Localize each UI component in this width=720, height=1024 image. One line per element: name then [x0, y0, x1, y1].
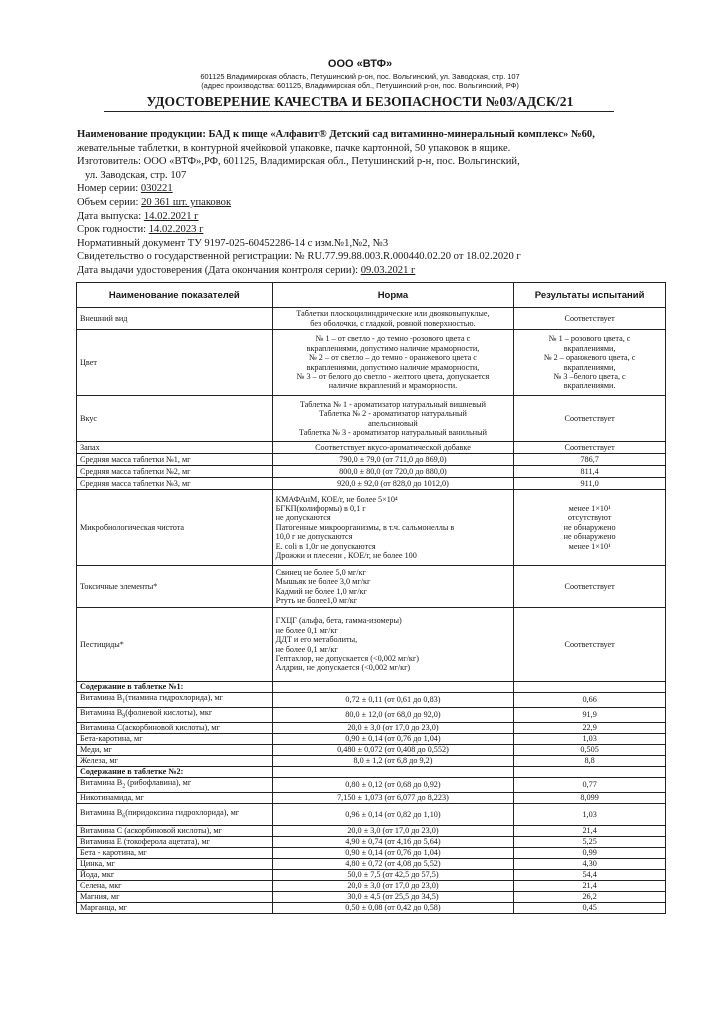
row-indicator-name: Витамина $B_1(тиамина$ гидрохлорида), мг	[77, 693, 273, 708]
title-underline	[104, 111, 614, 112]
row-indicator-name: Витамина С(аскорбиновой кислоты), мг	[77, 723, 273, 734]
tablet2-rows	[77, 778, 666, 914]
table-row	[77, 848, 666, 859]
row-norm-value: 0,50 ± 0,08 (от 0,42 до 0,58)	[272, 903, 514, 914]
row-mass1-norm: 790,0 ± 79,0 (от 711,0 до 869,0)	[272, 454, 514, 466]
row-result-value: 1,03	[514, 804, 666, 826]
row-result-value: 54,4	[514, 870, 666, 881]
row-mass2-result: 811,4	[514, 466, 666, 478]
row-appearance-name: Внешний вид	[77, 308, 273, 330]
row-pesticides-result: Соответствует	[514, 608, 666, 682]
header-norm: Норма	[272, 283, 514, 308]
row-result-value: 8,099	[514, 793, 666, 804]
row-result-value: 91,9	[514, 708, 666, 723]
row-toxic-result: Соответствует	[514, 566, 666, 608]
row-toxic-name: Токсичные элементы*	[77, 566, 273, 608]
table-row	[77, 734, 666, 745]
product-package-line: жевательные таблетки, в контурной ячейковой упаковке, пачке картонной, 50 упаковок в ящике.	[77, 142, 511, 154]
table-row	[77, 903, 666, 914]
row-smell-result: Соответствует	[514, 442, 666, 454]
table-header	[77, 283, 666, 308]
row-norm-value: 20,0 ± 3,0 (от 17,0 до 23,0)	[272, 881, 514, 892]
row-norm-value: 20,0 ± 3,0 (от 17,0 до 23,0)	[272, 723, 514, 734]
row-result-value: 8,8	[514, 756, 666, 767]
series-volume: Объем серии: 20 361 шт. упаковок	[77, 196, 232, 208]
row-indicator-name: Меди, мг	[77, 745, 273, 756]
table-row	[77, 892, 666, 903]
row-norm-value: 8,0 ± 1,2 (от 6,8 до 9,2)	[272, 756, 514, 767]
table-row	[77, 693, 666, 708]
table-row	[77, 859, 666, 870]
row-indicator-name: Бета-каротина, мг	[77, 734, 273, 745]
row-micro-norm: КМАФАнМ, КОЕ/г, не более 5×10⁴ БГКП(колиформы) в 0,1 г не допускаются Патогенные микроорганизмы, в т.ч. сальмонеллы в 10,0 г не допускаются E. coli в 1,0г не допускаются Дрожжи и плесени , КОЕ/г, не более 100	[272, 490, 514, 566]
row-mass2-norm: 800,0 ± 80,0 (от 720,0 до 880,0)	[272, 466, 514, 478]
table-row	[77, 308, 666, 330]
table-row	[77, 723, 666, 734]
normative-document: Нормативный документ ТУ 9197-025-60452286-14 с изм.№1,№2, №3	[77, 237, 389, 249]
table-row	[77, 826, 666, 837]
row-indicator-name: Магния, мг	[77, 892, 273, 903]
row-indicator-name: Никотинамида, мг	[77, 793, 273, 804]
row-result-value: 1,03	[514, 734, 666, 745]
row-result-value: 22,9	[514, 723, 666, 734]
row-appearance-norm: Таблетки плоскоцилиндрические или двояковыпуклые, без оболочки, с гладкой, ровной поверхностью.	[272, 308, 514, 330]
table-row	[77, 778, 666, 793]
section-tablet2-heading: Содержание в таблетке №2:	[77, 767, 273, 778]
row-toxic-norm: Свинец не более 5,0 мг/кг Мышьяк не более 3,0 мг/кг Кадмий не более 1,0 мг/кг Ртуть не более1,0 мг/кг	[272, 566, 514, 608]
row-result-value: 0,99	[514, 848, 666, 859]
row-taste-name: Вкус	[77, 396, 273, 442]
row-result-value: 0,505	[514, 745, 666, 756]
table-row	[77, 466, 666, 478]
quality-table	[76, 282, 666, 914]
section-tablet1-heading: Содержание в таблетке №1:	[77, 682, 273, 693]
row-norm-value: 80,0 ± 12,0 (от 68,0 до 92,0)	[272, 708, 514, 723]
issue-date: Дата выдачи удостоверения (Дата окончания контроля серии): 09.03.2021 г	[77, 264, 416, 276]
document-title: УДОСТОВЕРЕНИЕ КАЧЕСТВА И БЕЗОПАСНОСТИ №03/АДСК/21	[146, 94, 574, 109]
row-indicator-name: Марганца, мг	[77, 903, 273, 914]
manufacturer-line: Изготовитель: ООО «ВТФ»,РФ, 601125, Владимирская обл., Петушинский р-н, пос. Вольгинский,	[77, 156, 520, 168]
row-taste-result: Соответствует	[514, 396, 666, 442]
header-results: Результаты испытаний	[514, 283, 666, 308]
product-name-line: Наименование продукции: БАД к пище «Алфавит® Детский сад витаминно-минеральный комплекс» №60,	[77, 129, 595, 140]
row-result-value: 5,25	[514, 837, 666, 848]
row-mass3-norm: 920,0 ± 92,0 (от 828,0 до 1012,0)	[272, 478, 514, 490]
row-result-value: 21,4	[514, 881, 666, 892]
table-row	[77, 870, 666, 881]
row-norm-value: 50,0 ± 7,5 (от 42,5 до 57,5)	[272, 870, 514, 881]
row-norm-value: 0,96 ± 0,14 (от 0,82 до 1,10)	[272, 804, 514, 826]
row-mass1-name: Средняя масса таблетки №1, мг	[77, 454, 273, 466]
row-norm-value: 4,90 ± 0,74 (от 4,16 до 5,64)	[272, 837, 514, 848]
row-result-value: 4,30	[514, 859, 666, 870]
production-address: (адрес производства: 601125, Владимирская обл., Петушинский р-он, пос. Вольгинский, РФ)	[201, 81, 519, 90]
row-norm-value: 4,80 ± 0,72 (от 4,08 до 5,52)	[272, 859, 514, 870]
row-micro-name: Микробиологическая чистота	[77, 490, 273, 566]
table-row	[77, 608, 666, 682]
expiry-date: Срок годности: 14.02.2023 г	[77, 224, 204, 236]
table-row	[77, 396, 666, 442]
state-registration: Свидетельство о государственной регистрации: № RU.77.99.88.003.R.000440.02.20 от 18.02.2020 г	[77, 251, 521, 263]
tablet1-rows	[77, 693, 666, 767]
row-smell-norm: Соответствует вкусо-ароматической добавке	[272, 442, 514, 454]
row-color-name: Цвет	[77, 330, 273, 396]
row-norm-value: 7,150 ± 1,073 (от 6,077 до 8,223)	[272, 793, 514, 804]
row-indicator-name: Йода, мкг	[77, 870, 273, 881]
row-norm-value: 0,90 ± 0,14 (от 0,76 до 1,04)	[272, 734, 514, 745]
row-indicator-name: Витамина $B_2$ (рибофлавина), мг	[77, 778, 273, 793]
row-norm-value: 20,0 ± 3,0 (от 17,0 до 23,0)	[272, 826, 514, 837]
product-info	[77, 128, 677, 278]
table-row	[77, 490, 666, 566]
table-row	[77, 566, 666, 608]
header-indicator: Наименование показателей	[77, 283, 273, 308]
row-appearance-result: Соответствует	[514, 308, 666, 330]
table-row	[77, 767, 666, 778]
row-mass1-result: 786,7	[514, 454, 666, 466]
row-indicator-name: Витамина Е (токоферола ацетата), мг	[77, 837, 273, 848]
release-date: Дата выпуска: 14.02.2021 г	[77, 210, 199, 222]
table-row	[77, 478, 666, 490]
row-mass3-name: Средняя масса таблетки №3, мг	[77, 478, 273, 490]
row-norm-value: 0,90 ± 0,14 (от 0,76 до 1,04)	[272, 848, 514, 859]
row-color-result: № 1 – розового цвета, с вкраплениями, № 2 – оранжевого цвета, с вкраплениями, № 3 –белого цвета, с вкраплениями.	[514, 330, 666, 396]
row-result-value: 0,66	[514, 693, 666, 708]
row-indicator-name: Витамина С (аскорбиновой кислоты), мг	[77, 826, 273, 837]
table-row	[77, 682, 666, 693]
row-mass3-result: 911,0	[514, 478, 666, 490]
company-name: ООО «ВТФ»	[327, 58, 393, 70]
row-result-value: 26,2	[514, 892, 666, 903]
row-result-value: 21,4	[514, 826, 666, 837]
row-pesticides-norm: ГХЦГ (альфа, бета, гамма-изомеры) не более 0,1 мг/кг ДДТ и его метаболиты, не более 0,1 мг/кг Гептахлор, не допускается (<0,002 мг/кг) Алдрин, не допускается (<0,002 мг/кг)	[272, 608, 514, 682]
table-row	[77, 454, 666, 466]
table-row	[77, 804, 666, 826]
table-row	[77, 793, 666, 804]
row-indicator-name: Витамина $B_9(фолиевой$ кислоты), мкг	[77, 708, 273, 723]
row-micro-result: менее 1×10¹ отсутствуют не обнаружено не обнаружено менее 1×10¹	[514, 490, 666, 566]
row-norm-value: 30,0 ± 4,5 (от 25,5 до 34,5)	[272, 892, 514, 903]
manufacturer-street: ул. Заводская, стр. 107	[85, 169, 187, 181]
row-norm-value: 0,72 ± 0,11 (от 0,61 до 0,83)	[272, 693, 514, 708]
row-result-value: 0,77	[514, 778, 666, 793]
row-norm-value: 0,80 ± 0,12 (от 0,68 до 0,92)	[272, 778, 514, 793]
table-row	[77, 837, 666, 848]
row-indicator-name: Селена, мкг	[77, 881, 273, 892]
table-row	[77, 881, 666, 892]
row-mass2-name: Средняя масса таблетки №2, мг	[77, 466, 273, 478]
row-smell-name: Запах	[77, 442, 273, 454]
row-color-norm: № 1 – от светло - до темно -розового цвета с вкраплениями, допустимо наличие мраморности, № 2 – от светло – до темно - оранжевого цвета с вкраплениями, допустимо наличие мраморности, № 3 – от белого до светло - желтого цвета, допускается наличие вкраплений и мраморности.	[272, 330, 514, 396]
row-indicator-name: Цинка, мг	[77, 859, 273, 870]
series-number: Номер серии: 030221	[77, 183, 173, 195]
company-address: 601125 Владимирская область, Петушинский р-он, пос. Вольгинский, ул. Заводская, стр. 107	[200, 72, 520, 81]
table-row	[77, 330, 666, 396]
row-taste-norm: Таблетка № 1 - ароматизатор натуральный вишневый Таблетка № 2 - ароматизатор натуральный апельсиновый Таблетка № 3 - ароматизатор натуральный ванильный	[272, 396, 514, 442]
table-row	[77, 708, 666, 723]
row-indicator-name: Бета - каротина, мг	[77, 848, 273, 859]
row-indicator-name: Железа, мг	[77, 756, 273, 767]
row-result-value: 0,45	[514, 903, 666, 914]
table-row	[77, 756, 666, 767]
table-row	[77, 442, 666, 454]
row-norm-value: 0,480 ± 0,072 (от 0,408 до 0,552)	[272, 745, 514, 756]
row-indicator-name: Витамина $B_6(пиридоксина$ гидрохлорида), мг	[77, 804, 273, 826]
row-pesticides-name: Пестициды*	[77, 608, 273, 682]
table-row	[77, 745, 666, 756]
